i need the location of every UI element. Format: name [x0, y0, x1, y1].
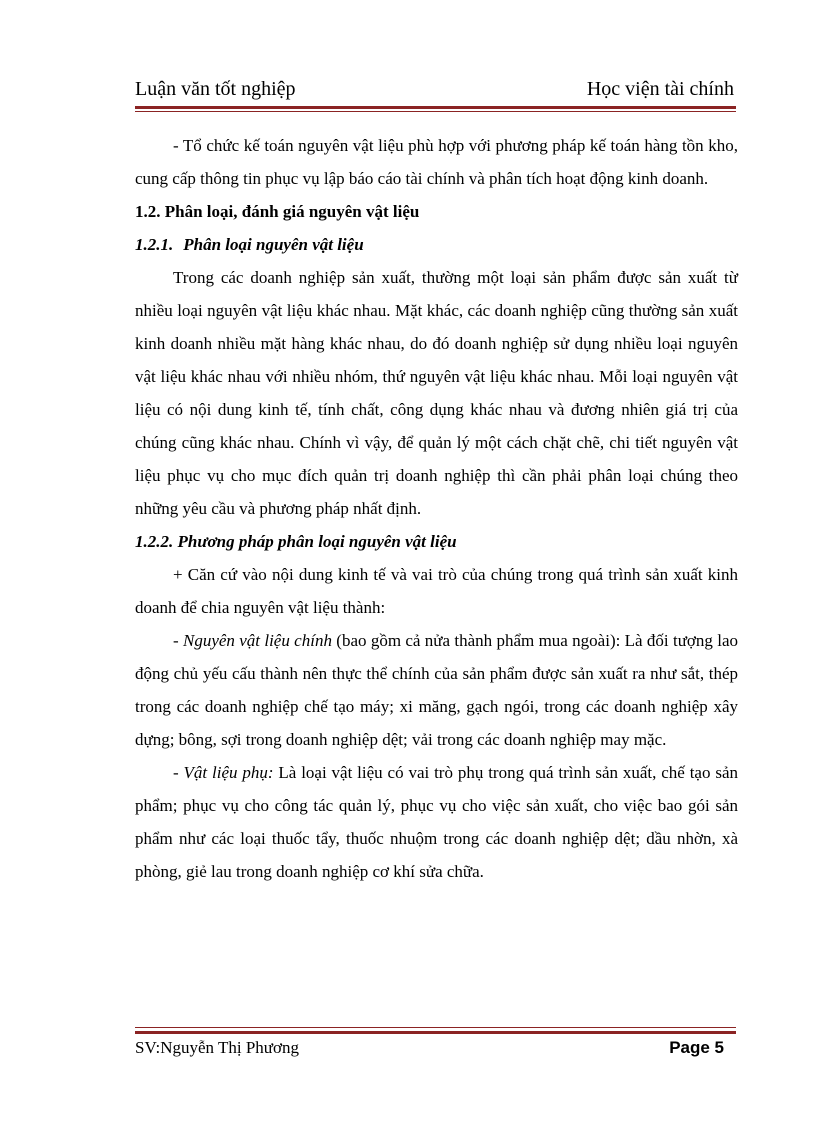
footer-page-number: Page 5	[669, 1038, 724, 1057]
term-auxiliary-materials: Vật liệu phụ:	[183, 763, 274, 782]
term-main-materials: Nguyên vật liệu chính	[183, 631, 332, 650]
paragraph-auxiliary-materials	[135, 756, 738, 888]
header-rule-thick	[135, 106, 736, 109]
header-rule-thin	[135, 111, 736, 112]
heading-number: 1.2.1.	[135, 235, 174, 254]
page-body	[135, 129, 738, 888]
paragraph-classification-intro: Trong các doanh nghiệp sản xuất, thường một loại sản phẩm được sản xuất từ nhiều loại nguyên vật liệu khác nhau. Mặt khác, các doanh nghiệp cũng thường sản xuất kinh doanh nhiều mặt hàng khác nhau, do đó doanh nghiệp sử dụng nhiều loại nguyên vật liệu khác nhau với nhiều nhóm, thứ nguyên vật liệu khác nhau. Mỗi loại nguyên vật liệu có nội dung kinh tế, tính chất, công dụng khác nhau và đương nhiên giá trị của chúng cũng khác nhau. Chính vì vậy, để quản lý một cách chặt chẽ, chi tiết nguyên vật liệu phục vụ cho mục đích quản trị doanh nghiệp thì cần phải phân loại chúng theo những yêu cầu và phương pháp nhất định.	[135, 268, 738, 518]
bullet-dash: -	[173, 763, 184, 782]
footer-author: SV:Nguyễn Thị Phương	[135, 1038, 299, 1057]
footer-rule-thick	[135, 1031, 736, 1034]
heading-title: Phân loại nguyên vật liệu	[183, 235, 364, 254]
header-thesis-title: Luận văn tốt nghiệp	[135, 78, 296, 100]
paragraph-accounting-organization: - Tổ chức kế toán nguyên vật liệu phù hợp với phương pháp kế toán hàng tồn kho, cung cấp thông tin phục vụ lập báo cáo tài chính và phân tích hoạt động kinh doanh.	[135, 136, 738, 188]
main-materials-description: (bao gồm cả nửa thành phẩm mua ngoài): Là đối tượng lao động chủ yếu cấu thành nên thực thể chính của sản phẩm được sản xuất ra như sắt, thép trong các doanh nghiệp chế tạo máy; xi măng, gạch ngói, trong các doanh nghiệp xây dựng; bông, sợi trong doanh nghiệp dệt; vải trong các doanh nghiệp may mặc.	[135, 631, 738, 749]
section-heading-1-2: 1.2. Phân loại, đánh giá nguyên vật liệu	[135, 202, 420, 221]
header-institution: Học viện tài chính	[586, 78, 734, 100]
auxiliary-materials-description: Là loại vật liệu có vai trò phụ trong quá trình sản xuất, chế tạo sản phẩm; phục vụ cho công tác quản lý, phục vụ cho việc sản xuất, cho việc bao gói sản phẩm như các loại thuốc tẩy, thuốc nhuộm trong các doanh nghiệp dệt; dầu nhờn, xà phòng, giẻ lau trong doanh nghiệp cơ khí sửa chữa.	[135, 763, 738, 881]
section-heading-1-2-1	[135, 228, 738, 261]
paragraph-economic-content: + Căn cứ vào nội dung kinh tế và vai trò của chúng trong quá trình sản xuất kinh doanh để chia nguyên vật liệu thành:	[135, 565, 738, 617]
footer-rule-thin	[135, 1027, 736, 1028]
page-header	[135, 78, 734, 106]
section-heading-1-2-2: 1.2.2. Phương pháp phân loại nguyên vật liệu	[135, 532, 457, 551]
bullet-dash: -	[173, 631, 183, 650]
paragraph-main-materials	[135, 624, 738, 756]
